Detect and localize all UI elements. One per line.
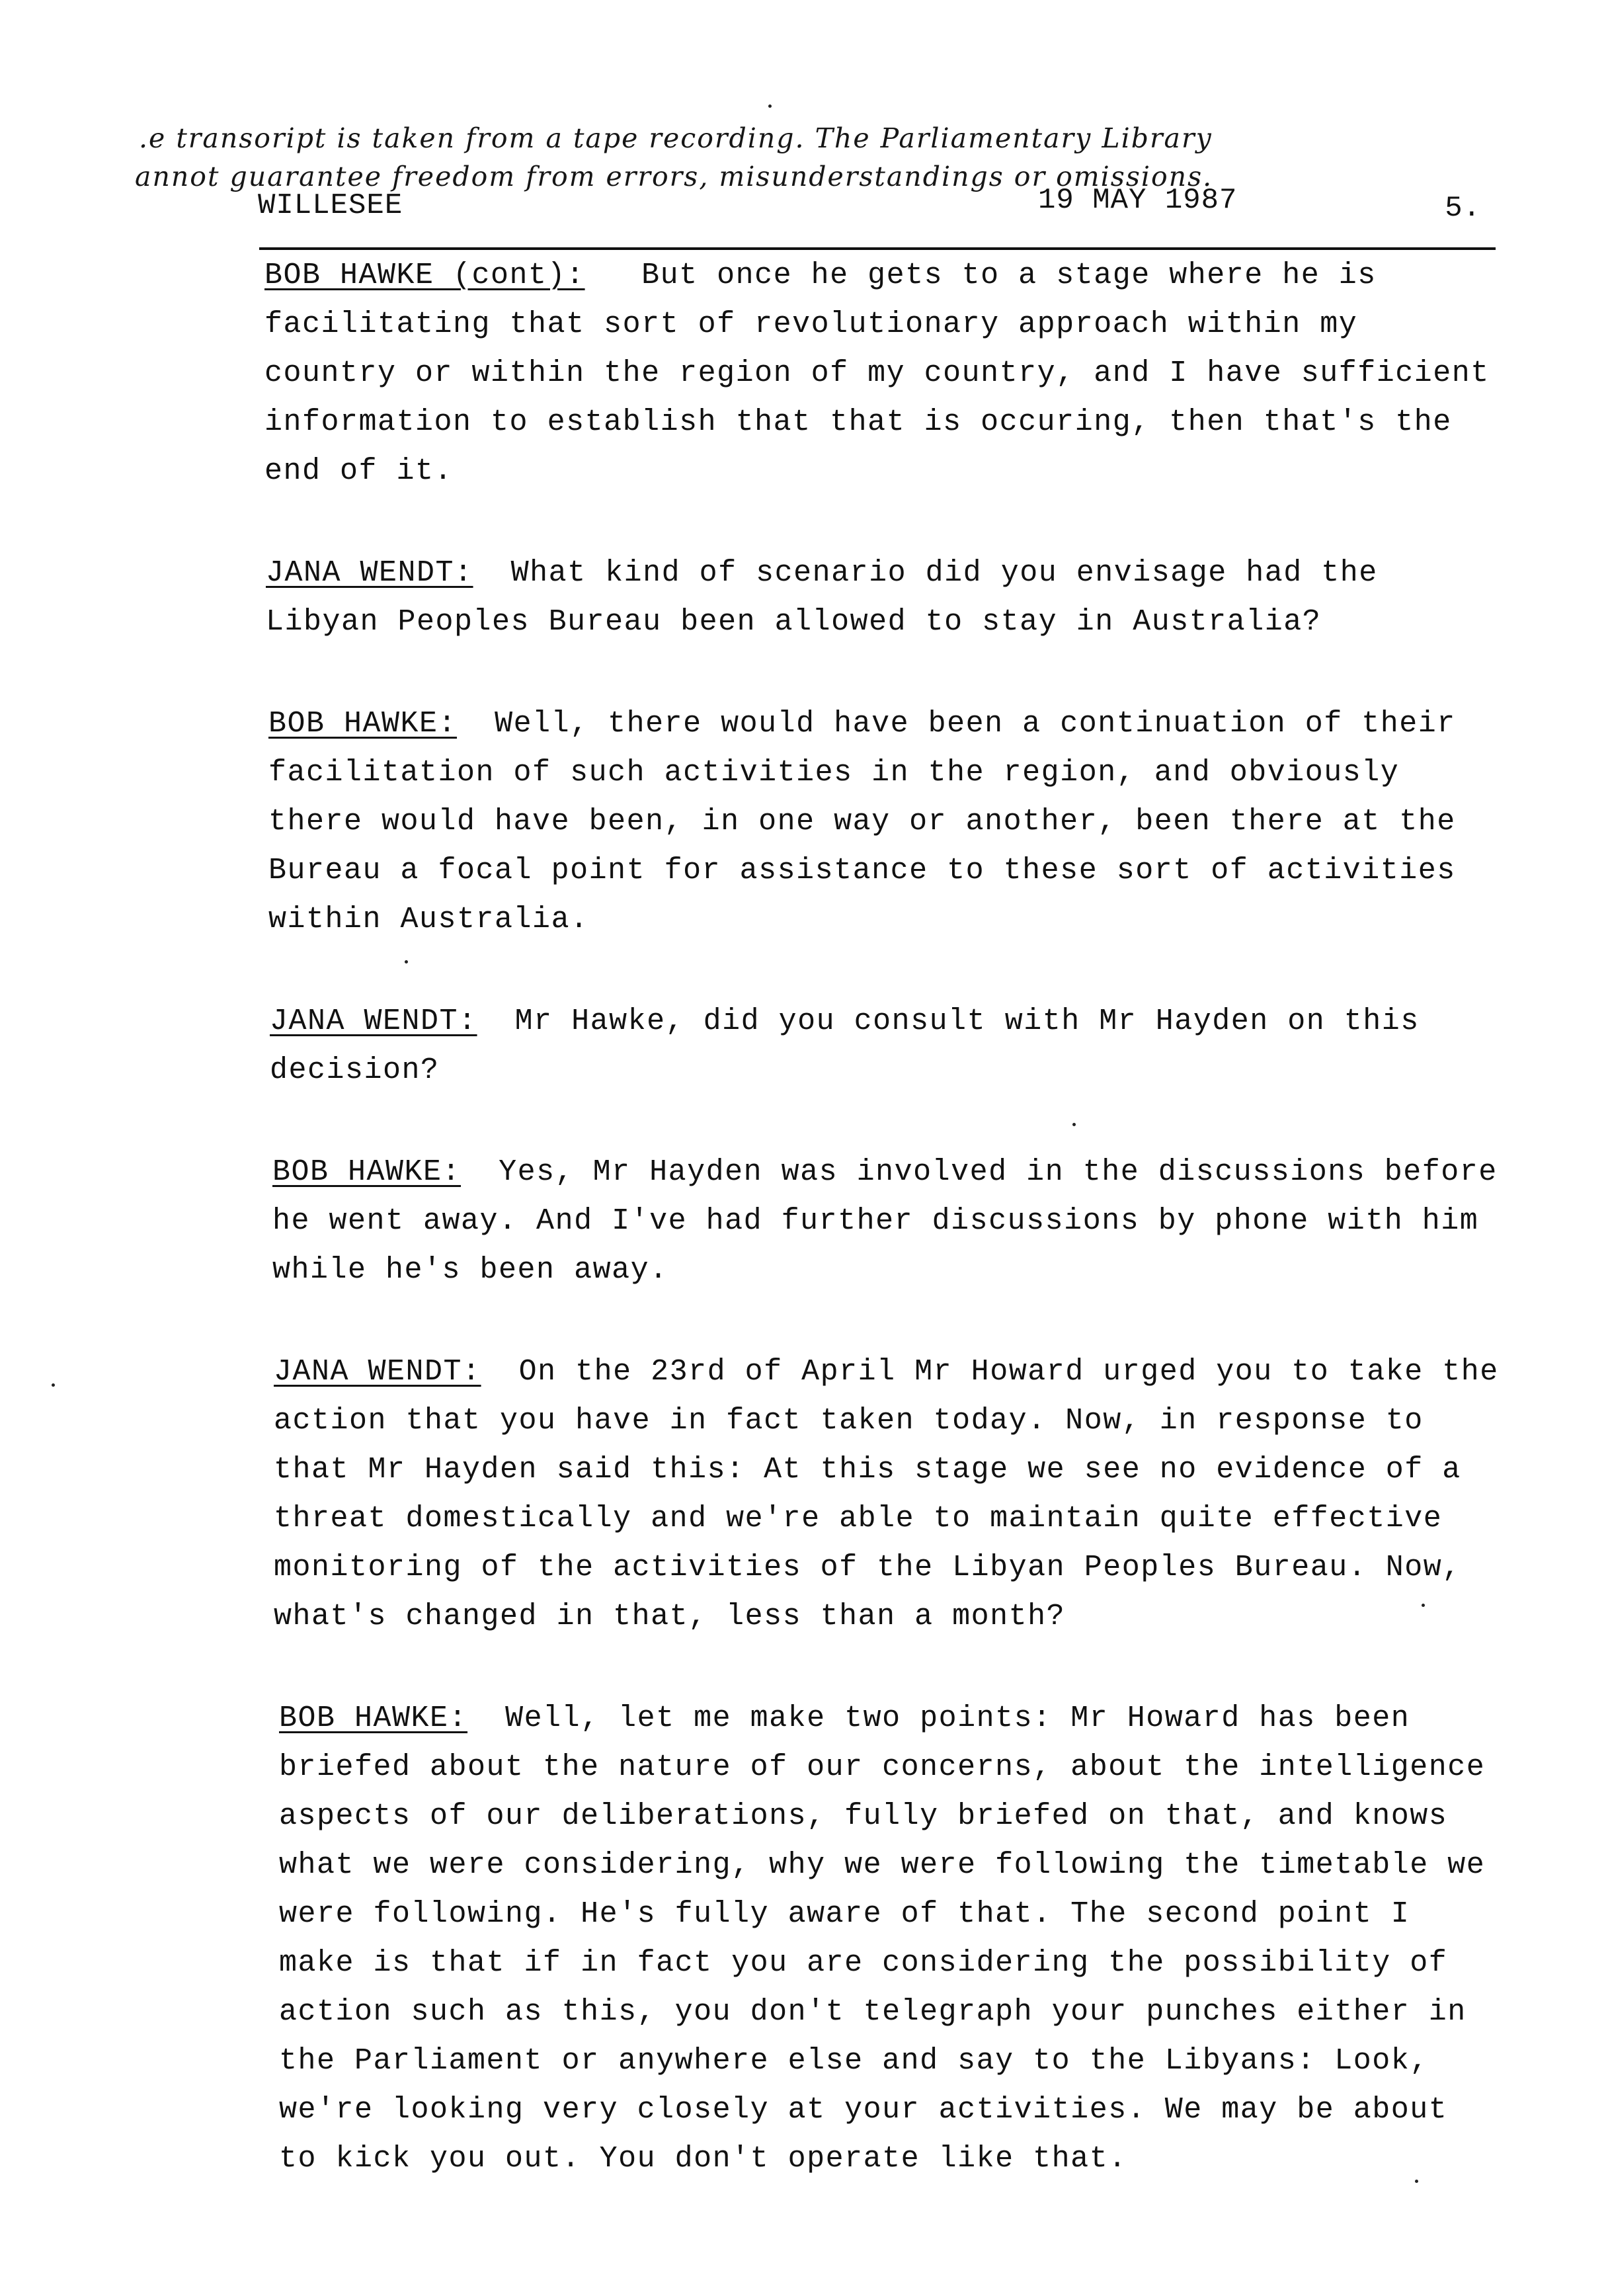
transcript-line: information to establish that that is occuring, then that's the [264, 405, 1452, 439]
paragraph-6 [264, 1348, 1554, 1641]
transcript-line: while he's been away. [272, 1253, 668, 1287]
scan-speck [1072, 1123, 1076, 1126]
transcript-line: he went away. And I've had further discussions by phone with him [272, 1204, 1479, 1238]
header-rule [259, 247, 1496, 250]
paragraph-1 [264, 251, 1554, 496]
transcript-line: action that you have in fact taken today. Now, in response to [274, 1404, 1424, 1438]
transcript-line: within Australia. [268, 903, 589, 936]
transcript-line: there would have been, in one way or another, been there at the [268, 805, 1456, 839]
paragraph-7 [264, 1694, 1554, 2184]
speaker-label: JANA WENDT: [266, 556, 473, 590]
scan-speck [768, 104, 772, 108]
transcript-line: make is that if in fact you are considering the possibility of [279, 1946, 1448, 1980]
speaker-label: BOB HAWKE: [268, 707, 458, 741]
transcript-line: the Parliament or anywhere else and say to the Libyans: Look, [279, 2044, 1429, 2078]
transcript-line: what we were considering, why we were following the timetable we [279, 1848, 1486, 1882]
transcript-line: what's changed in that, less than a month? [274, 1600, 1066, 1633]
scan-speck [52, 1383, 55, 1387]
transcript-line: were following. He's fully aware of that. The second point I [279, 1897, 1410, 1931]
transcript-line: Libyan Peoples Bureau been allowed to stay in Australia? [266, 605, 1322, 639]
transcript-line: country or within the region of my country, and I have sufficient [264, 356, 1490, 390]
transcript-body [264, 251, 1554, 2236]
transcript-line: facilitating that sort of revolutionary approach within my [264, 308, 1358, 341]
scan-speck [1415, 2180, 1418, 2183]
transcript-line: But once he gets to a stage where he is [641, 259, 1377, 292]
disclaimer-line-1: .e transoript is taken from a tape recording. The Parliamentary Library [139, 122, 1213, 154]
speaker-label: BOB HAWKE (cont): [264, 259, 585, 292]
page-number: 5. [1445, 192, 1481, 225]
transcript-line: monitoring of the activities of the Libyan Peoples Bureau. Now, [274, 1551, 1461, 1584]
transcript-date: 19 MAY 1987 [1038, 184, 1238, 217]
speaker-label: JANA WENDT: [274, 1355, 481, 1389]
transcript-line: decision? [270, 1053, 440, 1087]
paragraph-2 [264, 549, 1554, 647]
transcript-line: briefed about the nature of our concerns, about the intelligence [279, 1750, 1486, 1784]
transcript-line: that Mr Hayden said this: At this stage we see no evidence of a [274, 1453, 1461, 1487]
transcript-line: action such as this, you don't telegraph your punches either in [279, 1995, 1467, 2029]
transcript-line: On the 23rd of April Mr Howard urged you to take the [518, 1355, 1499, 1389]
transcript-line: Yes, Mr Hayden was involved in the discussions before [499, 1155, 1498, 1189]
transcript-line: to kick you out. You don't operate like that. [279, 2142, 1127, 2176]
transcript-line: Bureau a focal point for assistance to these sort of activities [268, 854, 1456, 887]
transcript-line: aspects of our deliberations, fully briefed on that, and knows [279, 1799, 1448, 1833]
transcript-line: Well, there would have been a continuation of their [495, 707, 1456, 741]
speaker-label: BOB HAWKE: [279, 1702, 468, 1735]
transcript-line: we're looking very closely at your activities. We may be about [279, 2093, 1448, 2127]
scan-speck [1422, 1604, 1425, 1607]
speaker-label: JANA WENDT: [270, 1004, 477, 1038]
program-name: WILLESEE [258, 189, 403, 222]
disclaimer-line-2: annot guarantee freedom from errors, misunderstandings or omissions. [135, 161, 1213, 192]
transcript-line: What kind of scenario did you envisage had the [510, 556, 1378, 590]
paragraph-3 [264, 700, 1554, 944]
transcript-line: threat domestically and we're able to maintain quite effective [274, 1502, 1443, 1536]
transcript-line: Mr Hawke, did you consult with Mr Hayden on this [514, 1004, 1420, 1038]
page-header [258, 184, 1494, 235]
scan-speck [405, 960, 408, 964]
transcript-line: facilitation of such activities in the region, and obviously [268, 756, 1400, 790]
paragraph-4 [264, 997, 1554, 1095]
transcript-line: end of it. [264, 454, 454, 488]
speaker-label: BOB HAWKE: [272, 1155, 462, 1189]
transcript-line: Well, let me make two points: Mr Howard has been [505, 1702, 1410, 1735]
paragraph-5 [264, 1148, 1554, 1295]
